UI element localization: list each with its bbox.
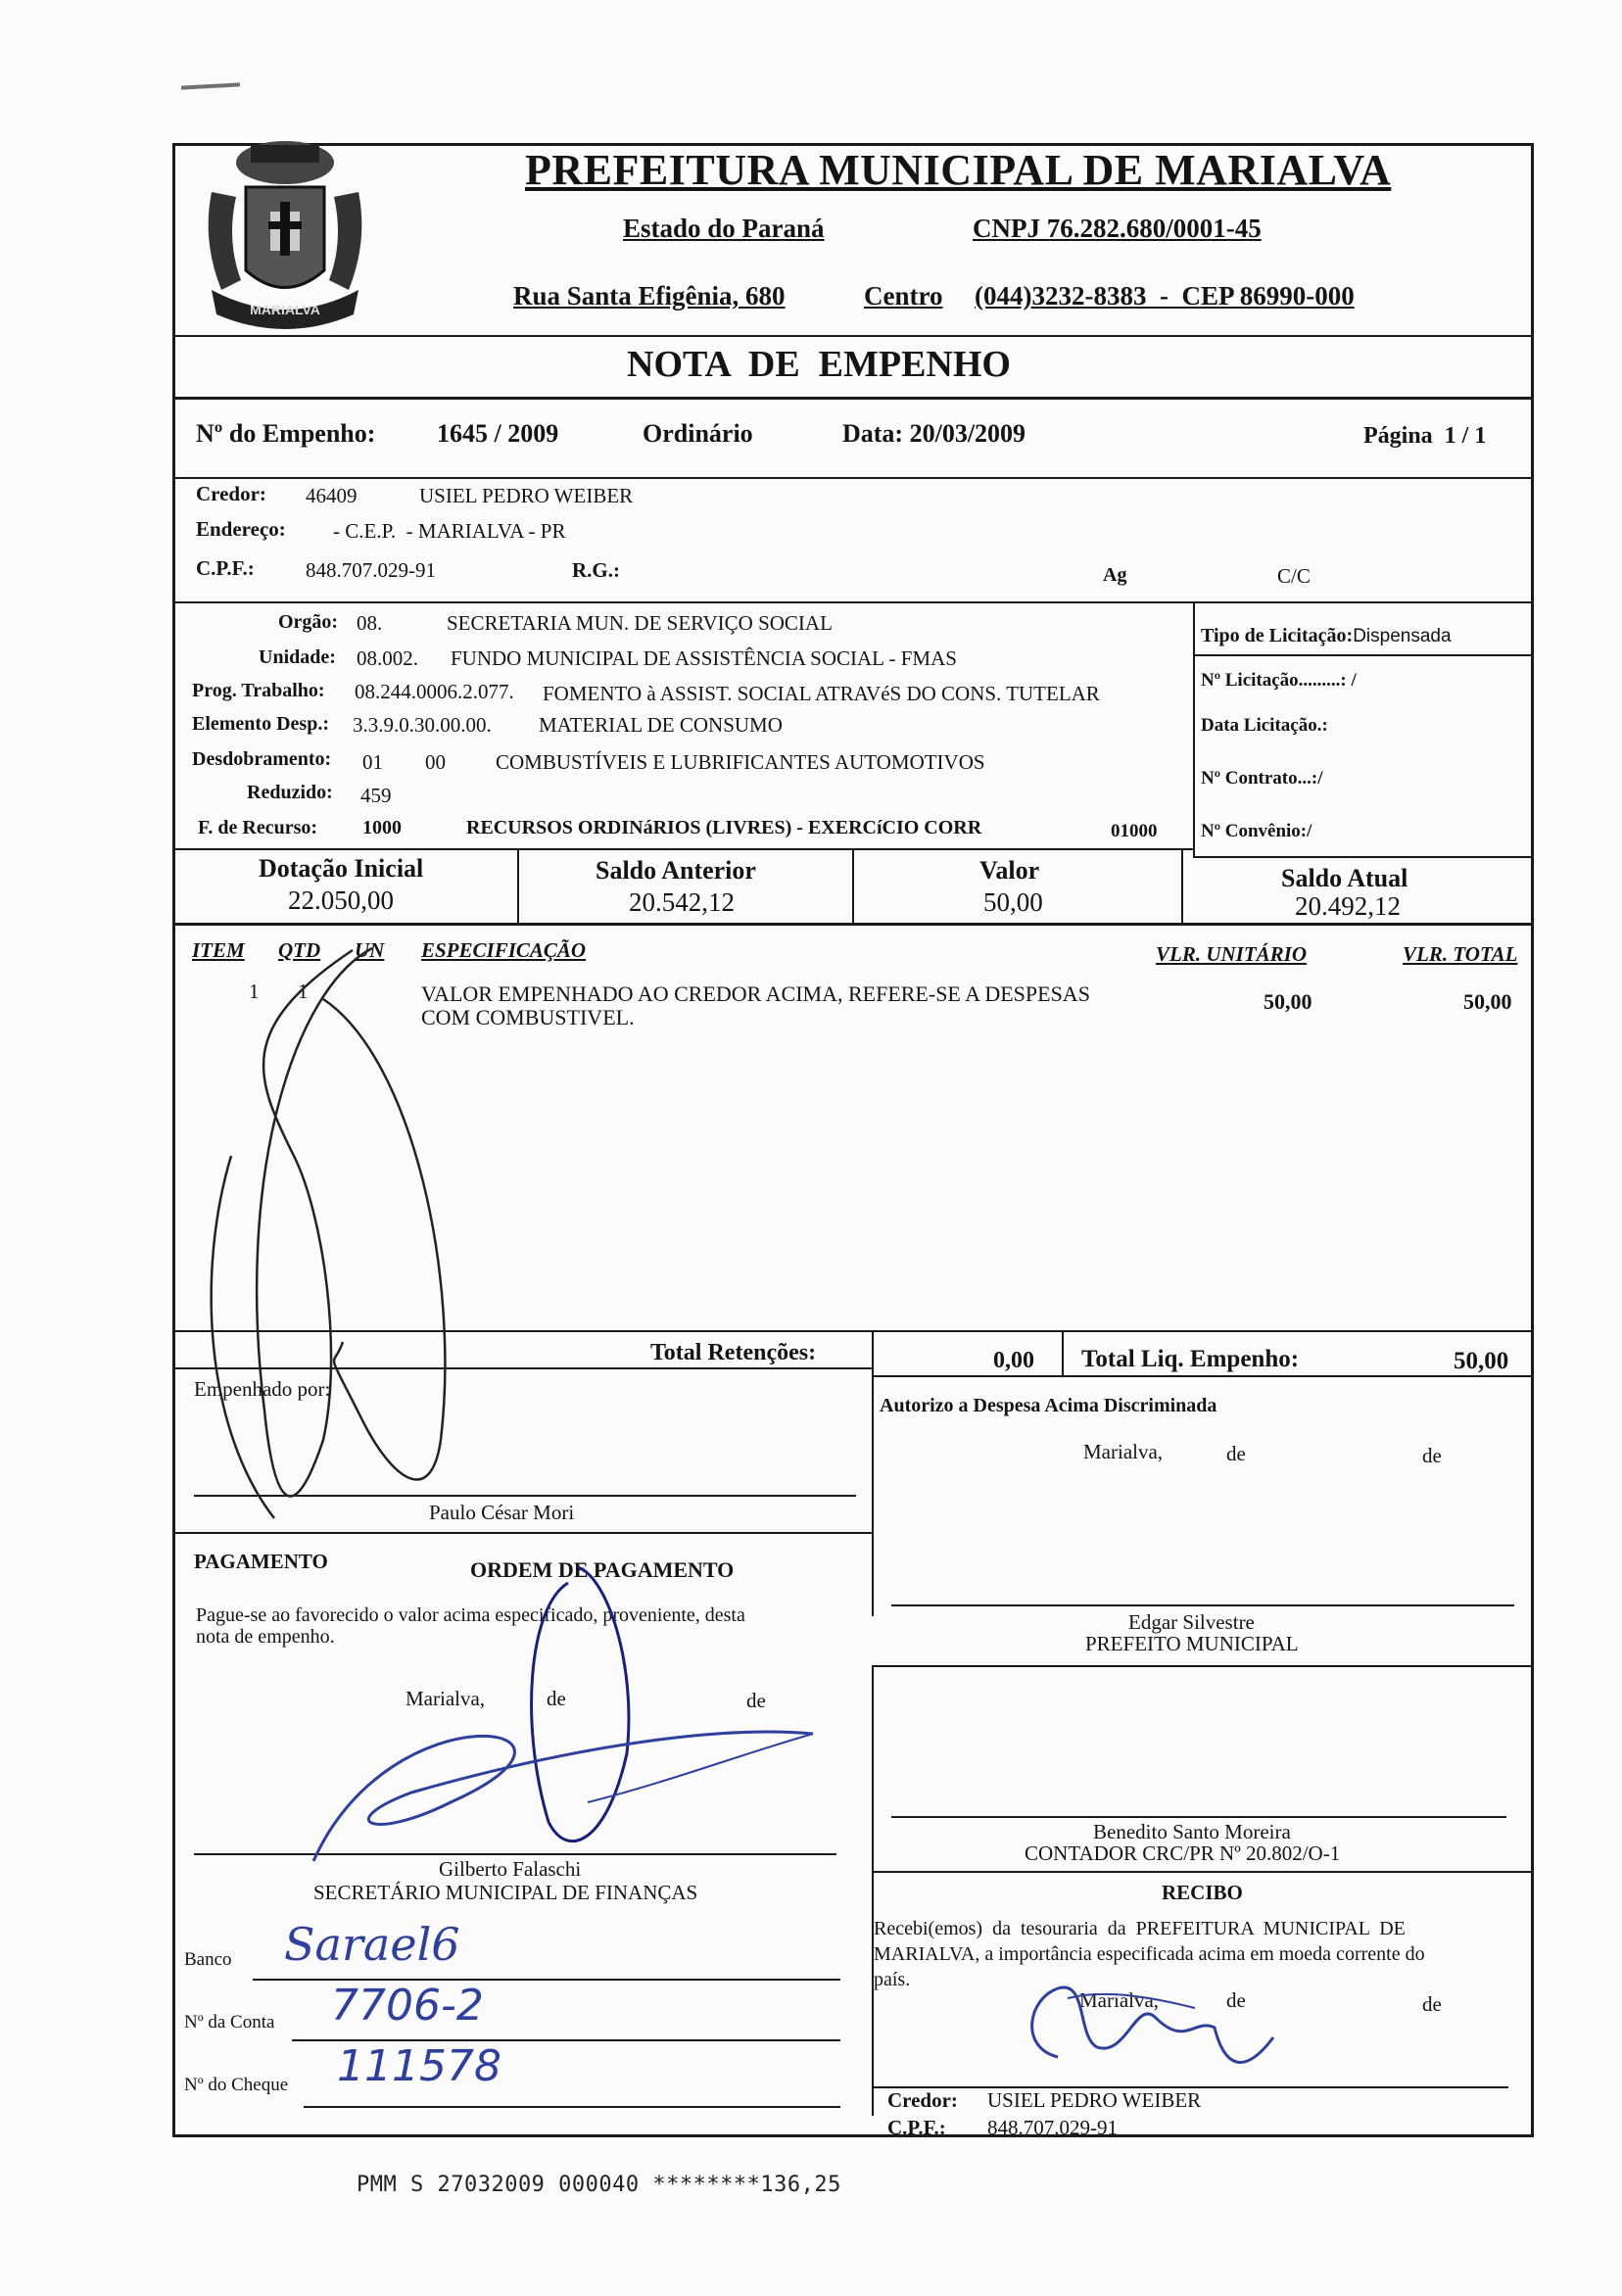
total-retencoes-value: 0,00: [993, 1348, 1034, 1373]
cheque-line: [304, 2106, 840, 2108]
col-qtd: QTD: [278, 938, 321, 962]
unidade-name: FUNDO MUNICIPAL DE ASSISTÊNCIA SOCIAL - FMAS: [451, 646, 957, 670]
divider: [1193, 856, 1534, 858]
orgao-name: SECRETARIA MUN. DE SERVIÇO SOCIAL: [447, 611, 833, 635]
secretario-title: SECRETÁRIO MUNICIPAL DE FINANÇAS: [313, 1881, 698, 1904]
signature-line: [891, 1604, 1514, 1606]
rg-label: R.G.:: [572, 558, 620, 582]
recibo-de-2: de: [1422, 1992, 1442, 2016]
col-un: UN: [355, 938, 385, 962]
pagamento-text-line-1: Pague-se ao favorecido o valor acima especificado, proveniente, desta: [196, 1604, 745, 1626]
prog-label: Prog. Trabalho:: [192, 680, 325, 701]
divider: [172, 1330, 1534, 1332]
total-liquido-label: Total Liq. Empenho:: [1081, 1346, 1300, 1372]
seal-text: MARIALVA: [250, 302, 320, 317]
recibo-credor-label: Credor:: [887, 2088, 958, 2112]
recibo-cpf-value: 848.707.029-91: [987, 2116, 1118, 2139]
pagamento-de-1: de: [547, 1687, 566, 1710]
reduzido-label: Reduzido:: [247, 782, 333, 803]
document-title: NOTA DE EMPENHO: [627, 344, 1011, 385]
desdobramento-code-1: 01: [362, 750, 383, 774]
district: Centro: [864, 281, 943, 311]
municipal-coat-of-arms: [192, 133, 378, 339]
recibo-place: Marialva,: [1079, 1988, 1160, 2012]
desdobramento-name: COMBUSTÍVEIS E LUBRIFICANTES AUTOMOTIVOS: [496, 750, 985, 774]
recibo-title: RECIBO: [1162, 1881, 1243, 1904]
ag-label: Ag: [1103, 564, 1127, 586]
elemento-name: MATERIAL DE CONSUMO: [539, 713, 783, 737]
credor-code: 46409: [306, 484, 358, 507]
divider: [1193, 654, 1534, 656]
dotacao-label: Dotação Inicial: [259, 854, 424, 883]
recibo-de-1: de: [1226, 1988, 1246, 2012]
cc-label: C/C: [1277, 564, 1311, 588]
recurso-code-2: 01000: [1111, 821, 1158, 841]
saldo-atual-label: Saldo Atual: [1281, 864, 1408, 892]
dotacao-value: 22.050,00: [288, 885, 394, 915]
divider: [872, 1330, 874, 1616]
cheque-handwritten: 111578: [337, 2041, 501, 2091]
divider: [172, 601, 1534, 603]
col-valor-total: VLR. TOTAL: [1403, 942, 1518, 966]
divider: [172, 397, 1534, 400]
divider: [1181, 848, 1183, 923]
empenho-label: Nº do Empenho:: [196, 419, 376, 448]
endereco-value: - C.E.P. - MARIALVA - PR: [333, 519, 566, 543]
credor-name: USIEL PEDRO WEIBER: [419, 484, 634, 507]
pagamento-place: Marialva,: [406, 1687, 486, 1710]
recibo-credor-value: USIEL PEDRO WEIBER: [987, 2088, 1202, 2112]
endereco-label: Endereço:: [196, 517, 286, 541]
col-especificacao: ESPECIFICAÇÃO: [421, 938, 587, 962]
divider: [172, 848, 1193, 850]
pagamento-text-line-2: nota de empenho.: [196, 1626, 335, 1648]
valor-label: Valor: [979, 856, 1040, 885]
divider: [172, 923, 1534, 926]
unidade-code: 08.002.: [357, 646, 418, 670]
divider: [517, 848, 519, 923]
credor-label: Credor:: [196, 482, 266, 505]
banco-handwritten: Sarael6: [284, 1918, 460, 1971]
desdobramento-code-2: 00: [425, 750, 446, 774]
signature-line: [194, 1853, 836, 1855]
divider: [1193, 601, 1195, 856]
authentication-stamp: PMM S 27032009 000040 ********136,25: [357, 2173, 841, 2197]
divider: [172, 1532, 872, 1534]
prog-name: FOMENTO à ASSIST. SOCIAL ATRAVéS DO CONS. TUTELAR: [543, 682, 1100, 705]
elemento-code: 3.3.9.0.30.00.00.: [353, 713, 492, 737]
recibo-text-line-2: MARIALVA, a importância especificada acima em moeda corrente do: [874, 1943, 1425, 1965]
numero-licitacao: Nº Licitação.........: /: [1201, 670, 1357, 691]
empenhado-por-name: Paulo César Mori: [429, 1501, 575, 1524]
recibo-cpf-label: C.P.F.:: [887, 2116, 946, 2139]
divider: [852, 848, 854, 923]
page-number: Página 1 / 1: [1363, 423, 1487, 449]
elemento-label: Elemento Desp.:: [192, 713, 329, 735]
recurso-name: RECURSOS ORDINáRIOS (LIVRES) - EXERCíCIO CORR: [466, 817, 982, 838]
row-qtd: 1: [298, 980, 309, 1003]
divider: [172, 1367, 872, 1369]
tipo-licitacao-value: Dispensada: [1353, 626, 1452, 646]
total-retencoes-label: Total Retenções:: [650, 1340, 817, 1365]
pagamento-label: PAGAMENTO: [194, 1550, 328, 1573]
conta-label: Nº da Conta: [184, 2012, 275, 2033]
row-spec-line-1: VALOR EMPENHADO AO CREDOR ACIMA, REFERE-SE A DESPESAS: [421, 981, 1090, 1006]
state-name: Estado do Paraná: [623, 214, 825, 243]
contador-name: Benedito Santo Moreira: [1093, 1820, 1291, 1843]
data-licitacao: Data Licitação.:: [1201, 715, 1328, 736]
autorizo-text: Autorizo a Despesa Acima Discriminada: [880, 1395, 1217, 1416]
row-item: 1: [249, 980, 260, 1003]
municipality-title: PREFEITURA MUNICIPAL DE MARIALVA: [525, 146, 1392, 194]
contador-title: CONTADOR CRC/PR Nº 20.802/O-1: [1025, 1842, 1341, 1865]
signature-line: [194, 1495, 856, 1497]
cnpj: CNPJ 76.282.680/0001-45: [973, 214, 1262, 243]
banco-label: Banco: [184, 1949, 232, 1970]
divider: [872, 1665, 874, 2116]
reduzido-value: 459: [360, 784, 392, 807]
conta-handwritten: 7706-2: [331, 1981, 484, 2031]
row-valor-total: 50,00: [1463, 989, 1512, 1014]
orgao-label: Orgão:: [278, 611, 339, 633]
secretario-name: Gilberto Falaschi: [439, 1857, 582, 1881]
ordem-pagamento-label: ORDEM DE PAGAMENTO: [470, 1557, 735, 1582]
unidade-label: Unidade:: [259, 646, 336, 668]
empenho-number: 1645 / 2009: [437, 419, 559, 448]
divider: [172, 335, 1534, 337]
autorizo-place: Marialva,: [1083, 1440, 1164, 1463]
cpf-value: 848.707.029-91: [306, 558, 436, 582]
desdobramento-label: Desdobramento:: [192, 748, 332, 770]
row-valor-unitario: 50,00: [1264, 989, 1312, 1014]
divider: [1062, 1330, 1064, 1375]
recurso-code: 1000: [362, 817, 402, 838]
street-address: Rua Santa Efigênia, 680: [513, 281, 786, 311]
saldo-atual-value: 20.492,12: [1295, 891, 1401, 921]
numero-convenio: Nº Convênio:/: [1201, 821, 1312, 841]
empenho-date: Data: 20/03/2009: [842, 419, 1026, 448]
empenhado-por-label: Empenhado por:: [194, 1377, 331, 1401]
cpf-label: C.P.F.:: [196, 556, 255, 580]
total-liquido-value: 50,00: [1454, 1348, 1509, 1374]
recibo-text-line-1: Recebi(emos) da tesouraria da PREFEITURA MUNICIPAL DE: [874, 1918, 1406, 1939]
divider: [872, 1665, 1534, 1667]
autorizo-de-2: de: [1422, 1444, 1442, 1467]
divider: [872, 1375, 1534, 1377]
phone-and-cep: (044)3232-8383 - CEP 86990-000: [975, 281, 1355, 311]
saldo-anterior-value: 20.542,12: [629, 887, 735, 917]
recurso-label: F. de Recurso:: [198, 817, 318, 838]
empenho-type: Ordinário: [643, 419, 753, 448]
col-valor-unitario: VLR. UNITÁRIO: [1156, 942, 1308, 966]
saldo-anterior-label: Saldo Anterior: [596, 856, 756, 885]
tipo-licitacao: [1201, 625, 1452, 647]
pagamento-de-2: de: [746, 1689, 766, 1712]
divider: [872, 1871, 1534, 1873]
valor-value: 50,00: [983, 887, 1043, 917]
divider: [172, 477, 1534, 479]
recibo-text-line-3: país.: [874, 1969, 911, 1990]
tipo-licitacao-label: Tipo de Licitação:: [1201, 625, 1354, 646]
scan-speck: [181, 82, 240, 89]
col-item: ITEM: [192, 938, 245, 962]
autorizo-de-1: de: [1226, 1442, 1246, 1465]
cheque-label: Nº do Cheque: [184, 2075, 289, 2095]
orgao-code: 08.: [357, 611, 383, 635]
prefeito-title: PREFEITO MUNICIPAL: [1085, 1632, 1299, 1655]
prefeito-name: Edgar Silvestre: [1128, 1610, 1255, 1634]
signature-line: [891, 1816, 1506, 1818]
prog-code: 08.244.0006.2.077.: [355, 680, 514, 703]
numero-contrato: Nº Contrato...:/: [1201, 768, 1323, 789]
row-spec-line-2: COM COMBUSTIVEL.: [421, 1005, 635, 1029]
